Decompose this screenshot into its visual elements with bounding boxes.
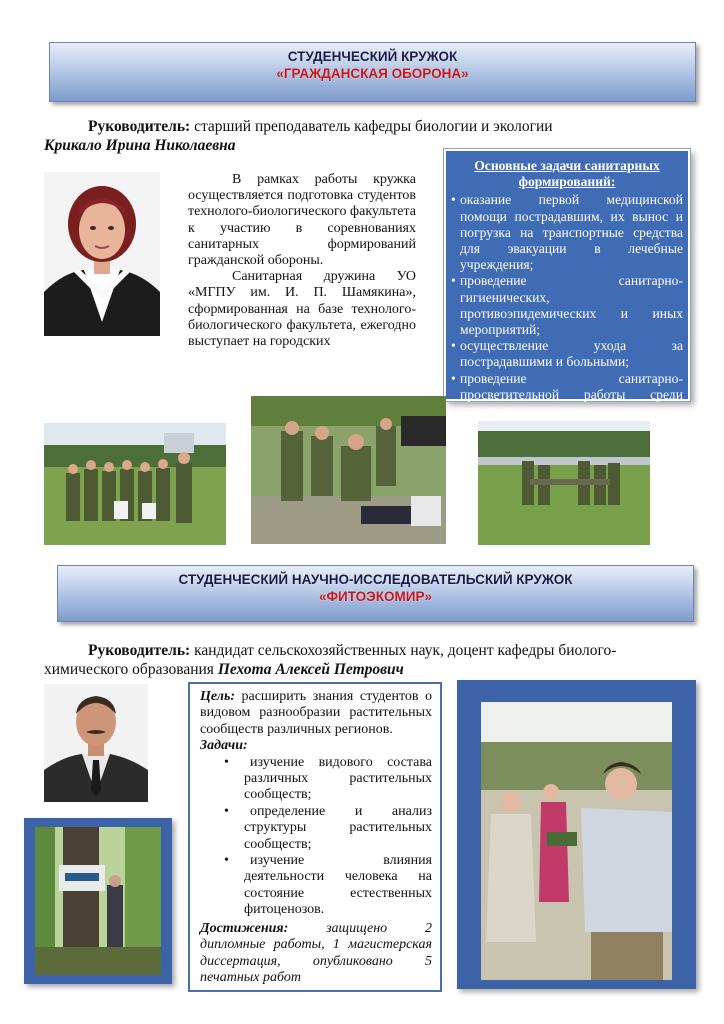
forest-image (35, 827, 161, 975)
excursion-photo-frame (457, 680, 696, 989)
excursion-image (481, 702, 672, 980)
leader-line (88, 118, 688, 136)
goal-label: Цель: (200, 689, 235, 704)
tasks-label: Задачи: (200, 738, 248, 754)
first-aid-training-photo (251, 396, 446, 544)
sanitary-task-item: • проведение санитарно-просветительной работы среди населения. (451, 371, 683, 420)
sanitary-tasks-box (444, 149, 690, 419)
leader-label: Руководитель: (88, 118, 191, 135)
achievements-description: защищено 2 дипломные работы, 1 магистерская диссертация, опубликовано 5 печатных работ (200, 920, 432, 985)
first-aid-training-image (251, 396, 446, 544)
banner-title-line2: «ГРАЖДАНСКАЯ ОБОРОНА» (276, 66, 469, 81)
research-task-item: • определение и анализ структуры растительных сообществ; (224, 803, 432, 852)
sanitary-task-item: • оказание первой медицинской помощи пострадавшим, их вынос и погрузка на транспортные средства для эвакуации в лечебные учреждения; (451, 192, 683, 273)
goal-text (200, 689, 432, 738)
research-task-item: • изучение влияния деятельности человека на состояние естественных фитоценозов. (224, 853, 432, 918)
goal-description: расширить знания студентов о видовом разнообразии растительных сообществ различных регионов. (200, 689, 432, 737)
sanitary-tasks-title: Основные задачи санитарных формирований: (474, 158, 660, 190)
description-text-block (188, 172, 416, 350)
achievements-label: Достижения: (200, 920, 289, 936)
banner-title-line1: СТУДЕНЧЕСКИЙ КРУЖОК (287, 49, 458, 64)
leader-portrait-photo (44, 172, 160, 336)
team-group-image (44, 423, 226, 545)
team-group-photo (44, 423, 226, 545)
banner-title-line1: СТУДЕНЧЕСКИЙ НАУЧНО-ИССЛЕДОВАТЕЛЬСКИЙ КРУЖОК (178, 572, 573, 587)
leader-name-2: Пехота Алексей Петрович (217, 661, 404, 678)
leader-line-2 (88, 641, 688, 660)
forest-photo-frame (24, 818, 172, 984)
research-tasks-list (200, 755, 432, 919)
leader-position: старший преподаватель кафедры биологии и экологии (190, 118, 553, 135)
description-paragraph-2: Санитарная дружина УО «МГПУ им. И. П. Шамякина», сформированная на базе технолого-биологического факультета, ежегодно выступает на городских (188, 269, 416, 350)
excursion-photo (481, 702, 672, 980)
portrait-woman-image (44, 172, 160, 336)
banner-phytoecomir (57, 565, 694, 622)
leader-position-2b: химического образования (44, 661, 218, 678)
portrait-man-image (44, 684, 148, 802)
goals-tasks-box (188, 682, 442, 992)
research-task-item: • изучение видового состава различных растительных сообществ; (224, 754, 432, 803)
leader-position-2a: кандидат сельскохозяйственных наук, доцент кафедры биолого- (190, 642, 617, 659)
leader-line-2b (44, 660, 684, 679)
leader-name: Крикало Ирина Николаевна (44, 137, 236, 154)
achievements-text (200, 921, 432, 987)
leader-label-2: Руководитель: (88, 642, 191, 659)
stretcher-march-image (478, 421, 650, 545)
leader-portrait-photo-2 (44, 684, 148, 802)
sanitary-task-item: • осуществление ухода за пострадавшими и больными; (451, 338, 683, 370)
sanitary-task-item: • проведение санитарно-гигиенических, противоэпидемических и иных мероприятий; (451, 273, 683, 338)
stretcher-march-photo (478, 421, 650, 545)
banner-title-line2: «ФИТОЭКОМИР» (319, 589, 432, 604)
banner-civil-defense (49, 42, 696, 102)
sanitary-tasks-list (451, 192, 683, 419)
description-paragraph-1: В рамках работы кружка осуществляется подготовка студентов технолого-биологического факультета к участию в соревнованиях санитарных формирований гражданской обороны. (188, 172, 416, 269)
forest-photo (35, 827, 161, 975)
